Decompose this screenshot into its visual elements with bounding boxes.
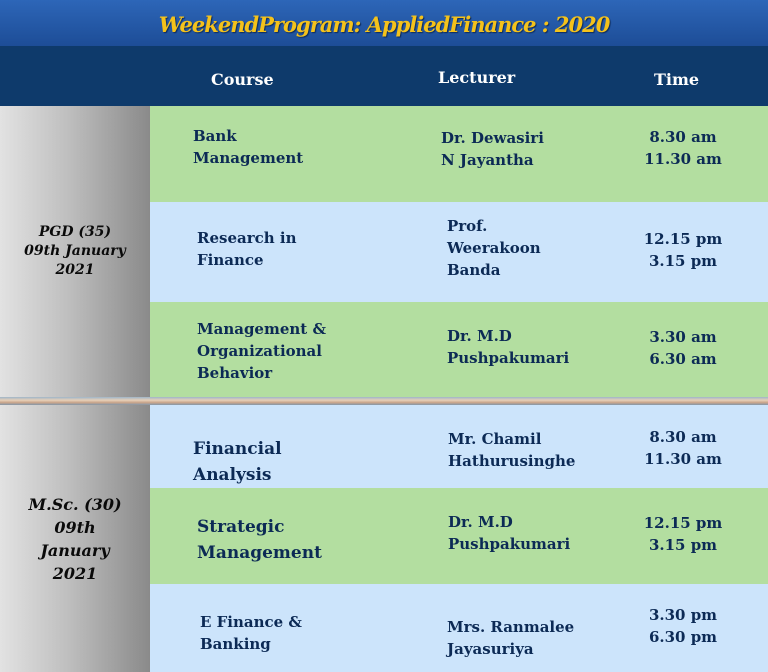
time-cell: 3.30 pm 6.30 pm <box>648 606 718 646</box>
lecturer-cell: Prof. Weerakoon Banda <box>447 217 541 279</box>
header-lecturer: Lecturer <box>438 68 516 87</box>
course-cell: Research in Finance <box>197 229 297 269</box>
lecturer-cell: Mr. Chamil Hathurusinghe <box>448 430 576 470</box>
group-label: PGD (35) 09th January 2021 <box>24 224 126 278</box>
course-cell: Bank Management <box>193 127 304 167</box>
time-cell: 8.30 am 11.30 am <box>644 128 722 168</box>
group-cell-msc <box>0 405 150 672</box>
group-label: M.Sc. (30) 09th January 2021 <box>28 494 122 583</box>
lecturer-cell: Dr. M.D Pushpakumari <box>447 327 570 367</box>
table-header <box>0 46 768 106</box>
time-cell: 8.30 am 11.30 am <box>644 428 722 468</box>
page-title: WeekendProgram: AppliedFinance : 2020 <box>158 12 610 37</box>
time-cell: 12.15 pm 3.15 pm <box>643 230 723 270</box>
course-cell: Strategic Management <box>197 517 322 563</box>
lecturer-cell: Dr. M.D Pushpakumari <box>448 513 571 553</box>
course-cell: E Finance & Banking <box>200 613 302 653</box>
time-cell: 3.30 am 6.30 am <box>649 328 717 368</box>
course-cell: Management & Organizational Behavior <box>197 320 326 382</box>
lecturer-cell: Dr. Dewasiri N Jayantha <box>441 129 544 169</box>
section-divider <box>0 397 768 405</box>
course-cell: Financial Analysis <box>193 439 282 485</box>
time-cell: 12.15 pm 3.15 pm <box>643 514 723 554</box>
group-cell-pgd <box>0 106 150 397</box>
header-course: Course <box>211 70 274 89</box>
lecturer-cell: Mrs. Ranmalee Jayasuriya <box>447 618 575 658</box>
header-time: Time <box>654 70 700 89</box>
